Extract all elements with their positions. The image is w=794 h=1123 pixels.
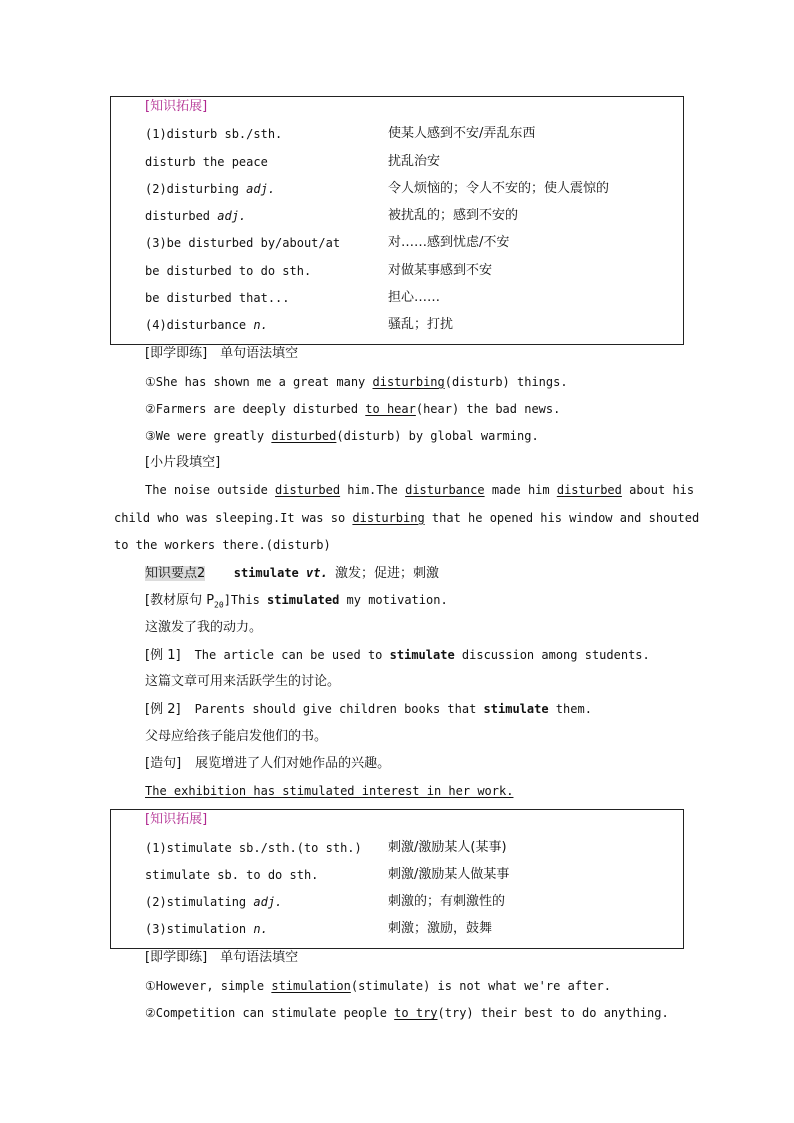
box-row-zh: 对做某事感到不安: [388, 263, 493, 278]
answer: disturbed: [556, 483, 622, 497]
box-row-zh: 令人烦恼的；令人不安的；使人震惊的: [388, 181, 610, 196]
box-row-en: be disturbed to do sth.: [145, 264, 312, 278]
fill-paragraph-line: child who was sleeping.It was so disturbing that he opened his window and shouted: [114, 511, 700, 525]
answer: disturbance: [405, 483, 485, 497]
example-1: [例 1] The article can be used to stimulate discussion among students.: [145, 648, 650, 663]
box-row-en: (1)stimulate sb./sth.(to sth.): [145, 841, 362, 855]
box-row-zh: 刺激/激励某人做某事: [388, 867, 510, 882]
answer: disturbing: [352, 511, 425, 525]
box-row-zh: 刺激/激励某人(某事): [388, 840, 507, 855]
fill-paragraph-line: The noise outside disturbed him.The disturbance made him disturbed about his: [145, 483, 695, 497]
answer: to try: [394, 1006, 438, 1020]
answer: disturbing: [372, 375, 445, 389]
box-row-en: (4)disturbance n.: [145, 318, 268, 332]
exercise-item: ①However, simple stimulation(stimulate) is not what we're after.: [145, 979, 611, 993]
box-row-en: disturb the peace: [145, 155, 268, 169]
answer: to hear: [365, 402, 416, 416]
answer: disturbed: [271, 429, 337, 443]
box-row-zh: 使某人感到不安/弄乱东西: [388, 126, 536, 141]
pos-label: adj.: [246, 182, 276, 196]
headword: stimulate: [233, 566, 299, 580]
fill-paragraph-line: to the workers there.(disturb): [114, 538, 331, 552]
pos-label: n.: [253, 318, 268, 332]
box-row-en: (2)stimulating adj.: [145, 895, 283, 909]
point-tag: 知识要点2: [145, 566, 206, 581]
sentence-answer: The exhibition has stimulated interest in her work.: [145, 784, 514, 798]
practice-header: [即学即练] 单句语法填空: [145, 346, 299, 361]
example-2: [例 2] Parents should give children books that stimulate them.: [145, 702, 592, 717]
fill-header: [小片段填空]: [145, 455, 221, 470]
exercise-item: ②Competition can stimulate people to try(try) their best to do anything.: [145, 1006, 669, 1020]
example-2-translation: 父母应给孩子能启发他们的书。: [145, 729, 328, 744]
exercise-item: ③We were greatly disturbed(disturb) by global warming.: [145, 429, 539, 443]
box-row-en: disturbed adj.: [145, 209, 247, 223]
pos-label: adj.: [253, 895, 283, 909]
box-row-en: be disturbed that...: [145, 291, 290, 305]
box-row-zh: 刺激的；有刺激性的: [388, 894, 506, 909]
practice-header: [即学即练] 单句语法填空: [145, 950, 299, 965]
box-row-zh: 扰乱治安: [388, 154, 441, 169]
pos-label: n.: [253, 922, 268, 936]
pos-label: adj.: [217, 209, 247, 223]
exercise-item: ①She has shown me a great many disturbing(disturb) things.: [145, 375, 568, 389]
box-row-en: stimulate sb. to do sth.: [145, 868, 319, 882]
box-row-en: (2)disturbing adj.: [145, 182, 276, 196]
box-row-en: (3)be disturbed by/about/at: [145, 236, 341, 250]
textbook-source: [教材原句 $P_{20}]This$ stimulated my motivation.: [145, 593, 448, 610]
headword-meaning: 激发；促进；刺激: [334, 566, 439, 581]
box-row-zh: 骚乱；打扰: [388, 317, 454, 332]
sentence-making: [造句] 展览增进了人们对她作品的兴趣。: [145, 756, 391, 771]
box-row-en: (3)stimulation n.: [145, 922, 268, 936]
exercise-item: ②Farmers are deeply disturbed to hear(hear) the bad news.: [145, 402, 561, 416]
box-header: [知识拓展]: [145, 812, 208, 827]
textbook-translation: 这激发了我的动力。: [145, 620, 263, 635]
pos-label: vt.: [306, 566, 328, 580]
example-1-translation: 这篇文章可用来活跃学生的讨论。: [145, 674, 341, 689]
box-row-en: (1)disturb sb./sth.: [145, 127, 283, 141]
box-header: [知识拓展]: [145, 99, 208, 114]
answer: stimulation: [271, 979, 351, 993]
knowledge-point-heading: [145, 564, 439, 583]
box-row-zh: 担心……: [388, 290, 441, 305]
box-row-zh: 被扰乱的；感到不安的: [388, 208, 519, 223]
answer: disturbed: [275, 483, 341, 497]
box-row-zh: 刺激；激励，鼓舞: [388, 921, 493, 936]
box-row-zh: 对……感到忧虑/不安: [388, 235, 510, 250]
